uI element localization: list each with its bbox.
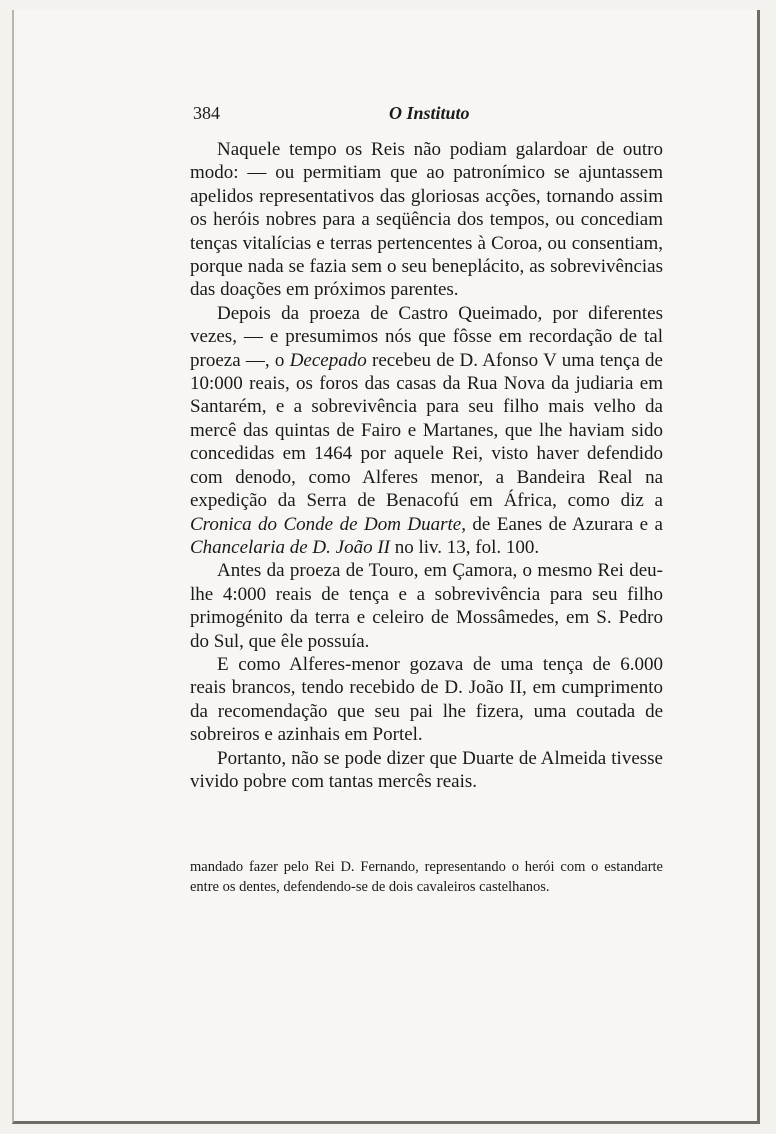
page-header — [193, 103, 663, 129]
paragraph: E como Alferes-menor gozava de uma tença de 6.000 reais brancos, tendo recebido de D. João II, em cumprimento da recomendação que seu pai lhe fizera, uma coutada de sobreiros e azinhais em Portel. — [190, 653, 663, 746]
text-run: recebeu de D. Afonso V uma tença de 10:000 reais, os foros das casas da Rua Nova da judiaria em Santarém, e a sobrevivência para seu filho mais velho da mercê das quintas de Fairo e Martanes, que lhe haviam sido concedidas em 1464 por aquele Rei, visto haver defendido com denodo, como Alferes menor, a Bandeira Real na expedição da Serra de Benacofú em África, como diz a — [190, 349, 663, 512]
text-run: no liv. 13, fol. 100. — [389, 536, 540, 558]
text-run: de Eanes de Azurara e a — [465, 513, 663, 535]
italic-run: Chancelaria de D. João II — [190, 536, 390, 558]
italic-run: Cronica do Conde de Dom Duarte, — [190, 513, 466, 535]
paragraph — [190, 302, 663, 559]
footnote-text: mandado fazer pelo Rei D. Fernando, representando o herói com o estandarte entre os dentes, defendendo-se de dois cavaleiros castelhanos. — [190, 859, 663, 895]
running-head: O Instituto — [389, 103, 470, 123]
italic-run: Decepado — [289, 349, 367, 371]
paragraph: Antes da proeza de Touro, em Çamora, o mesmo Rei deu-lhe 4:000 reais de tença e a sobrevivência para seu filho primogénito da terra e celeiro de Mossâmedes, em S. Pedro do Sul, que êle possuía. — [190, 560, 663, 652]
page-number: 384 — [193, 103, 220, 123]
footnote — [190, 858, 663, 897]
text-run: Depois da proeza de Castro Queimado, por diferentes vezes, — e presumimos nós que fôsse em recordação de tal proeza —, o — [190, 302, 663, 371]
body-text — [190, 138, 663, 793]
paragraph: Portanto, não se pode dizer que Duarte de Almeida tivesse vivido pobre com tantas mercês reais. — [190, 747, 663, 792]
paragraph: Naquele tempo os Reis não podiam galardoar de outro modo: — ou permitiam que ao patronímico se ajuntassem apelidos representativos das gloriosas acções, tornando assim os heróis nobres para a seqüência dos tempos, ou concediam tenças vitalícias e terras pertencentes à Coroa, ou consentiam, porque nada se fazia sem o seu beneplácito, as sobrevivências das doações em próximos parentes. — [190, 139, 663, 301]
